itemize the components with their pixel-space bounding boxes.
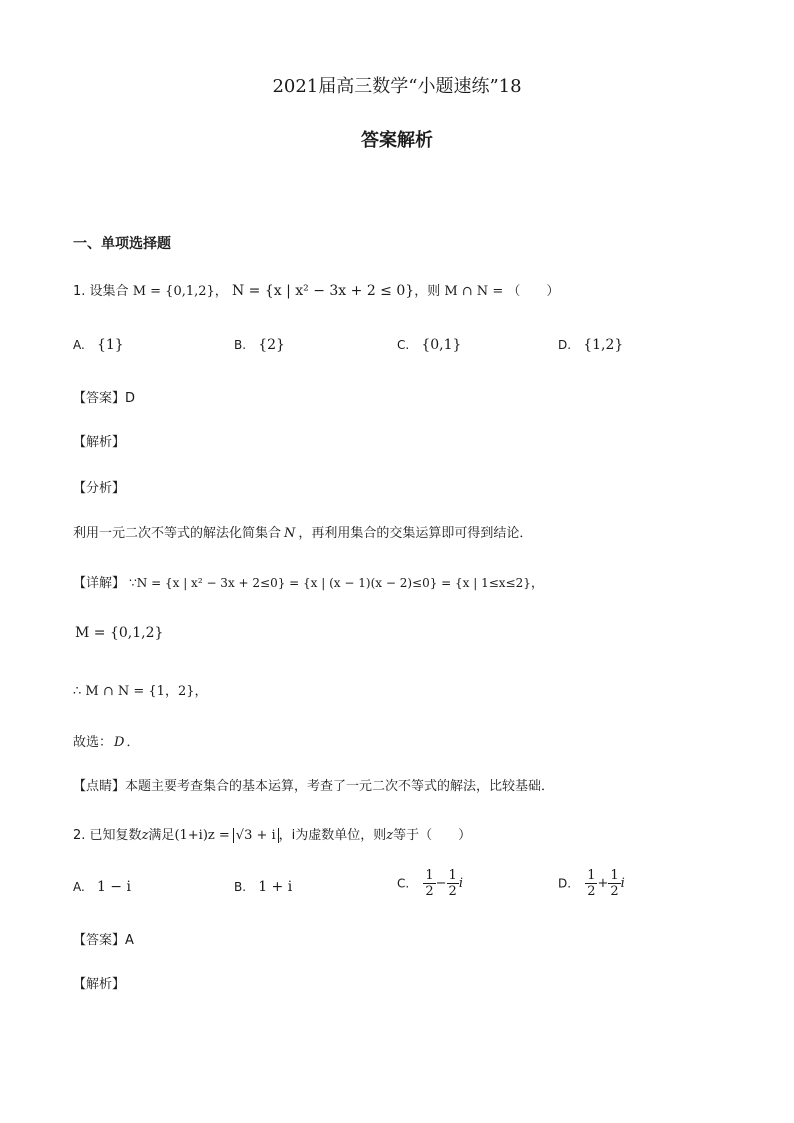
answer-blank: （ ） bbox=[507, 284, 560, 299]
comment-tag: 【点睛】 bbox=[73, 779, 126, 794]
absolute-value: √3 + i bbox=[233, 828, 279, 843]
option-b bbox=[234, 337, 285, 353]
question-2 bbox=[73, 824, 471, 843]
question-1 bbox=[73, 280, 559, 299]
option-value: {1} bbox=[96, 337, 124, 353]
denominator: 2 bbox=[448, 884, 457, 899]
variable-z: z bbox=[386, 828, 394, 843]
detail-math: ∵N = {x | x² − 3x + 2≤0} = {x | (x − 1)(x − 2)≤0} = {x | 1≤x≤2} bbox=[129, 576, 531, 590]
detail-tag: 【详解】 bbox=[73, 576, 126, 591]
section-heading: 一、单项选择题 bbox=[73, 236, 171, 252]
answer-line bbox=[73, 929, 134, 948]
option-label: B. bbox=[234, 880, 247, 894]
answer-value: A bbox=[125, 933, 134, 948]
page-subtitle: 答案解析 bbox=[361, 130, 433, 151]
denominator: 2 bbox=[425, 884, 434, 899]
variable-z: z bbox=[141, 828, 149, 843]
option-value: 1 − i bbox=[96, 879, 131, 895]
option-label: D. bbox=[558, 338, 572, 352]
answer-tag: 【答案】 bbox=[73, 933, 126, 948]
option-c bbox=[397, 337, 461, 353]
denominator: 2 bbox=[610, 884, 619, 899]
option-d bbox=[558, 337, 623, 353]
numerator: 1 bbox=[587, 868, 596, 883]
option-label: A. bbox=[73, 338, 85, 352]
detail-line bbox=[73, 572, 544, 591]
imaginary-unit: i bbox=[458, 876, 463, 891]
fenxi-variable: N bbox=[284, 526, 296, 541]
option-value: {1,2} bbox=[583, 337, 624, 353]
imaginary-unit: i bbox=[620, 876, 625, 891]
fraction bbox=[608, 868, 620, 899]
choose-value: D bbox=[114, 735, 125, 750]
separator: ， bbox=[214, 284, 228, 299]
numerator: 1 bbox=[448, 868, 457, 883]
result-math: ∴ M ∩ N = {1，2} bbox=[73, 684, 195, 699]
answer-value: D bbox=[125, 391, 136, 406]
fenxi-text bbox=[73, 522, 532, 541]
option-label: D. bbox=[558, 876, 572, 891]
fraction bbox=[423, 868, 435, 899]
option-value: {2} bbox=[258, 337, 285, 353]
numerator: 1 bbox=[610, 868, 619, 883]
fenxi-text-part: 利用一元二次不等式的解法化简集合 bbox=[73, 526, 282, 541]
answer-tag: 【答案】 bbox=[73, 391, 126, 406]
answer-line bbox=[73, 387, 135, 406]
question-lead: 设集合 bbox=[89, 284, 129, 299]
option-label: A. bbox=[73, 880, 85, 894]
satisfy-text: 满足 bbox=[148, 828, 175, 843]
fenxi-tag: 【分析】 bbox=[73, 481, 126, 496]
result-line bbox=[73, 680, 208, 699]
question-number: 2. bbox=[73, 828, 86, 843]
option-label: B. bbox=[234, 338, 247, 352]
analysis-tag: 【解析】 bbox=[73, 435, 126, 450]
option-c bbox=[397, 868, 463, 899]
choose-end: ． bbox=[126, 735, 140, 750]
expression-left: (1+i)z = bbox=[174, 828, 230, 843]
result-end: ， bbox=[194, 684, 208, 699]
option-label: C. bbox=[397, 338, 410, 352]
question-lead: 已知复数 bbox=[89, 828, 142, 843]
numerator: 1 bbox=[425, 868, 434, 883]
option-a bbox=[73, 879, 131, 895]
option-a bbox=[73, 337, 124, 353]
option-d bbox=[558, 868, 625, 899]
question-number: 1. bbox=[73, 284, 86, 299]
denominator: 2 bbox=[587, 884, 596, 899]
middle-text: ，i为虚数单位，则 bbox=[278, 828, 387, 843]
set-n: N = {x | x² − 3x + 2 ≤ 0} bbox=[231, 283, 415, 299]
operator: + bbox=[597, 876, 609, 891]
choose-line bbox=[73, 731, 139, 750]
option-label: C. bbox=[397, 876, 410, 891]
fraction bbox=[447, 868, 459, 899]
operator: − bbox=[435, 876, 447, 891]
fenxi-text-part: ，再利用集合的交集运算即可得到结论． bbox=[298, 526, 533, 541]
page-title: 2021届高三数学“小题速练”18 bbox=[272, 76, 522, 97]
option-value: {0,1} bbox=[421, 337, 462, 353]
detail-end: ， bbox=[530, 576, 544, 591]
set-m-restated: M = {0,1,2} bbox=[75, 625, 164, 641]
option-b bbox=[234, 879, 292, 895]
tail-text: 等于（ ） bbox=[393, 828, 472, 843]
choose-text: 故选： bbox=[73, 735, 113, 750]
set-m: M = {0,1,2} bbox=[132, 284, 215, 299]
intersection-expression: M ∩ N = bbox=[444, 284, 504, 299]
analysis-tag: 【解析】 bbox=[73, 977, 126, 992]
comment-text: 本题主要考查集合的基本运算，考查了一元二次不等式的解法，比较基础． bbox=[125, 779, 555, 794]
question-ask: ，则 bbox=[414, 284, 441, 299]
fraction bbox=[585, 868, 597, 899]
comment-line bbox=[73, 775, 554, 794]
option-value: 1 + i bbox=[258, 879, 293, 895]
